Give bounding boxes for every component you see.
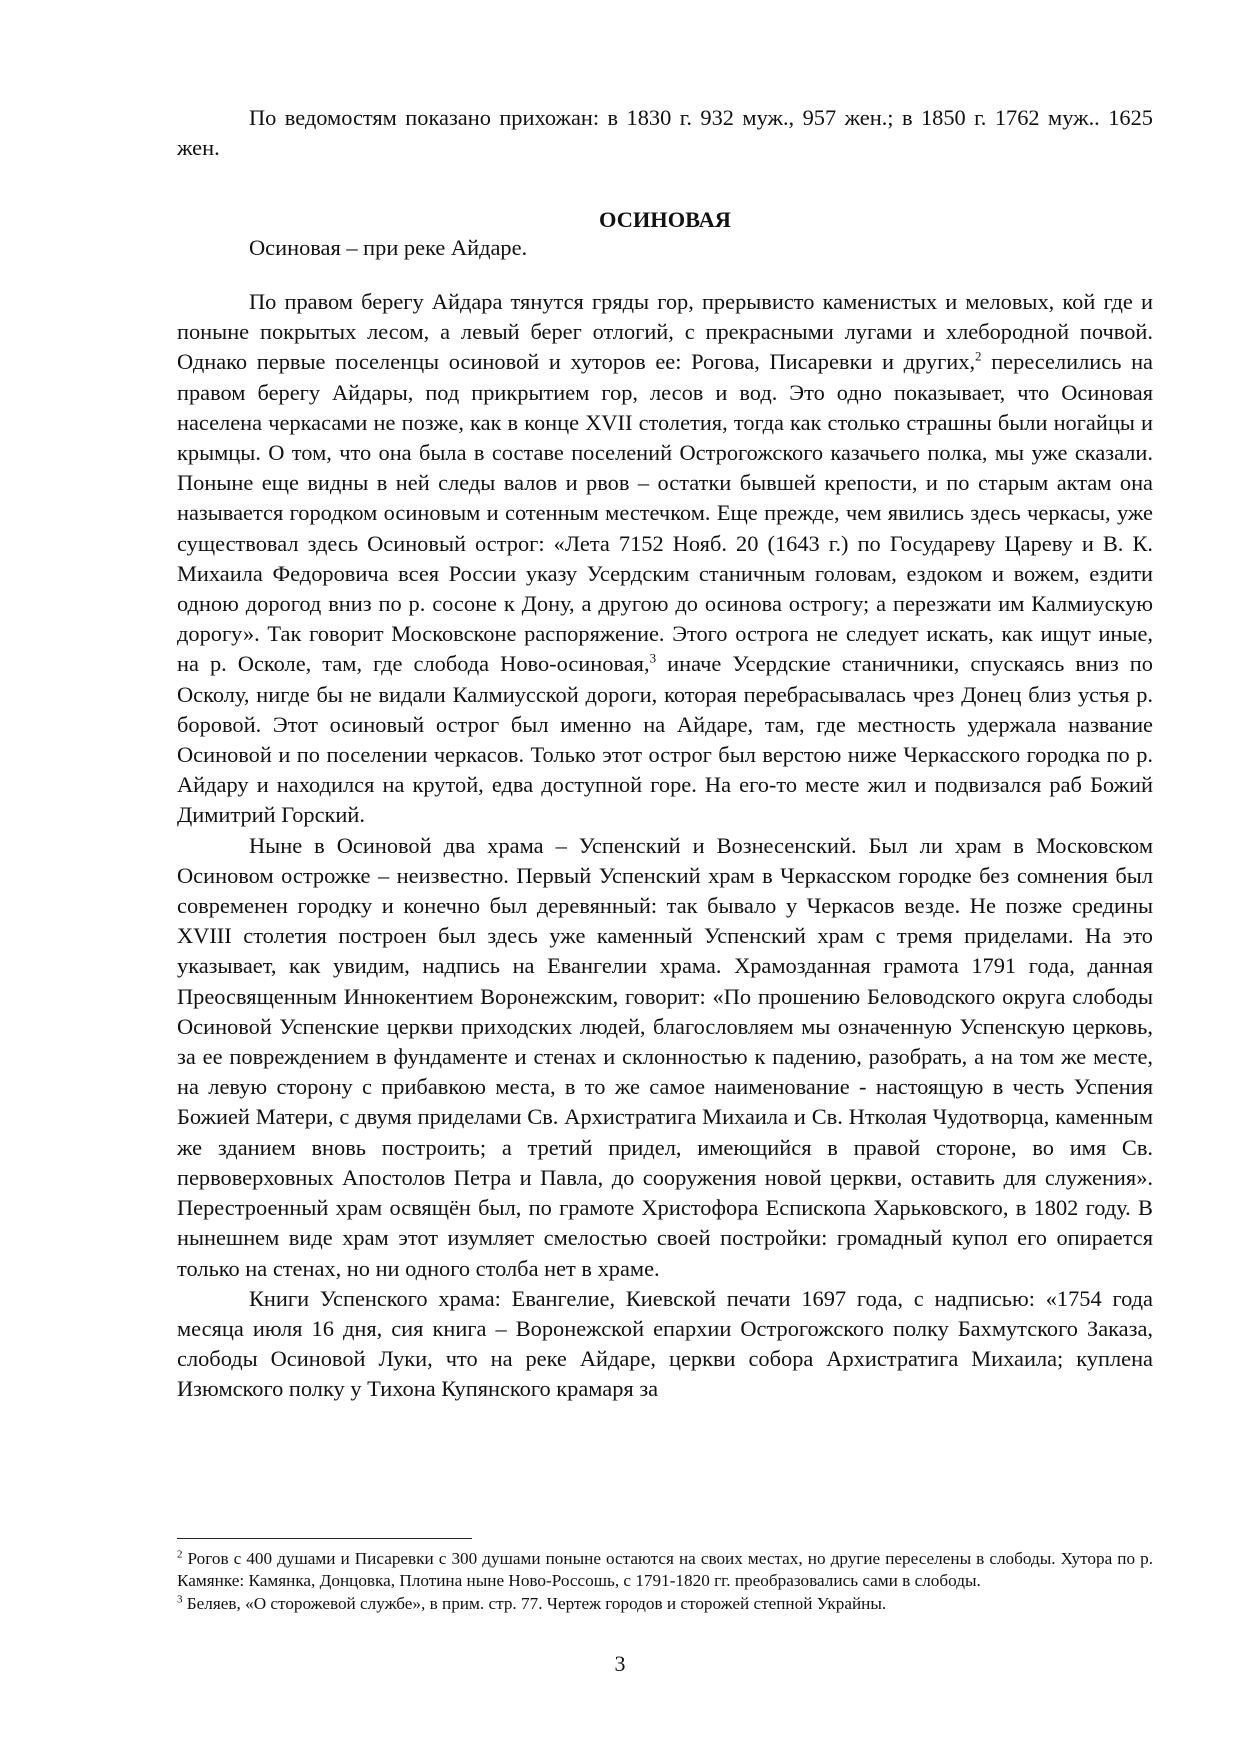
paragraph-books: Книги Успенского храма: Евангелие, Киевской печати 1697 года, с надписью: «1754 года месяца июля 16 дня, сия книга – Воронежской епархии Острогожского полку Бахмутского Заказа, слободы Осиновой Луки, что на реке Айдаре, церкви собора Архистратига Михаила; куплена Изюмского полку у Тихона Купянского крамаря за — [177, 1285, 1153, 1402]
paragraph-history-part-2: переселились на правом берегу Айдары, под прикрытием гор, лесов и вод. Это одно показывает, что Осиновая населена черкасами не позже, как в конце XVII столетия, тогда как столько страшны были ногайцы и крымцы. О том, что она была в составе поселений Острогожского казачьего полка, мы уже сказали. Поныне еще видны в ней следы валов и рвов – остатки бывшей крепости, и по старым актам она называется городком осиновым и сотенным местечком. Еще прежде, чем явились здесь черкасы, уже существовал здесь Осиновый острог: «Лета 7152 Нояб. 20 (1643 г.) по Государеву Цареву и В. К. Михаила Федоровича всея России указу Усердским станичным головам, ездоком и вожем, ездити одною дорогод вниз по р. сосоне к Дону, а другою до осинова острогу; а перезжати им Калмиускую дорогу». Так говорит Московсконе распоряжение. Этого острога не следует искать, как ищут иные, на р. Осколе, там, где слобода Ново-осиновая, — [177, 349, 1153, 677]
location-line: Осиновая – при реке Айдаре. — [249, 235, 528, 260]
footnote-text: Беляев, «О сторожевой службе», в прим. стр. 77. Чертеж городов и сторожей степной Украйны. — [182, 1593, 887, 1613]
section-title: ОСИНОВАЯ — [599, 207, 731, 232]
footnote-number: 2 — [177, 1548, 183, 1561]
footnotes — [177, 1548, 1153, 1615]
location-line-block — [177, 233, 1153, 263]
parishioners-paragraph: По ведомостям показано прихожан: в 1830 г. 932 муж., 957 жен.; в 1850 г. 1762 муж.. 1625 жен. — [177, 105, 1153, 161]
footnote-2 — [177, 1548, 1153, 1593]
paragraph-history-part-1: По правом берегу Айдара тянутся гряды гор, прерывисто каменистых и меловых, кой где и поныне покрытых лесом, а левый берег отлогий, с прекрасными лугами и хлебородной почвой. Однако первые поселенцы осиновой и хуторов ее: Рогова, Писаревки и других, — [177, 289, 1153, 375]
footnote-ref-2[interactable]: 2 — [975, 348, 982, 364]
top-paragraph — [177, 103, 1153, 163]
paragraph-history — [177, 287, 1153, 831]
paragraph-history-part-3: иначе Усердские станичники, спускаясь вниз по Осколу, нигде бы не видали Калмиусской дороги, которая перебрасывалась чрез Донец близ устья р. боровой. Этот осиновый острог был именно на Айдаре, там, где местность удержала название Осиновой и по поселении черкасов. Только этот острог был верстою ниже Черкасского городка по р. Айдару и находился на крутой, едва доступной горе. На его-то месте жил и подвизался раб Божий Димитрий Горский. — [177, 651, 1153, 828]
footnote-text: Рогов с 400 душами и Писаревки с 300 душами поныне остаются на своих местах, но другие переселены в слободы. Хутора по р. Камянке: Камянка, Донцовка, Плотина ныне Ново-Россошь, с 1791-1820 гг. преобразовались сами в слободы. — [177, 1549, 1153, 1591]
footnote-number: 3 — [177, 1593, 183, 1606]
page-number: 3 — [614, 1651, 626, 1676]
footnote-divider — [177, 1538, 472, 1539]
footnote-ref-3[interactable]: 3 — [649, 650, 657, 666]
main-text — [177, 287, 1153, 1405]
footnote-3 — [177, 1593, 1153, 1615]
paragraph-churches: Ныне в Осиновой два храма – Успенский и Вознесенский. Был ли храм в Московском Осиновом острожке – неизвестно. Первый Успенский храм в Черкасском городке без сомнения был современен городку и конечно был деревянный: так бывало у Черкасов везде. Не позже средины XVIII столетия построен был здесь уже каменный Успенский храм с тремя приделами. На это указывает, как увидим, надпись на Евангелии храма. Храмозданная грамота 1791 года, данная Преосвященным Иннокентием Воронежским, говорит: «По прошению Беловодского округа слободы Осиновой Успенские церкви приходских людей, благословляем мы означенную Успенскую церковь, за ее повреждением в фундаменте и стенах и склонностью к падению, разобрать, а на том же месте, на левую сторону с прибавкою места, в то же самое наименование - настоящую в честь Успения Божией Матери, с двумя приделами Св. Архистратига Михаила и Св. Нтколая Чудотворца, каменным же зданием вновь построить; а третий придел, имеющийся в правой стороне, во имя Св. первоверховных Апостолов Петра и Павла, до сооружения новой церкви, оставить для служения». Перестроенный храм освящён был, по грамоте Христофора Еспископа Харьковского, в 1802 году. В нынешнем виде храм этот изумляет смелостью своей постройки: громадный купол его опирается только на стенах, но ни одного столба нет в храме. — [177, 832, 1153, 1281]
